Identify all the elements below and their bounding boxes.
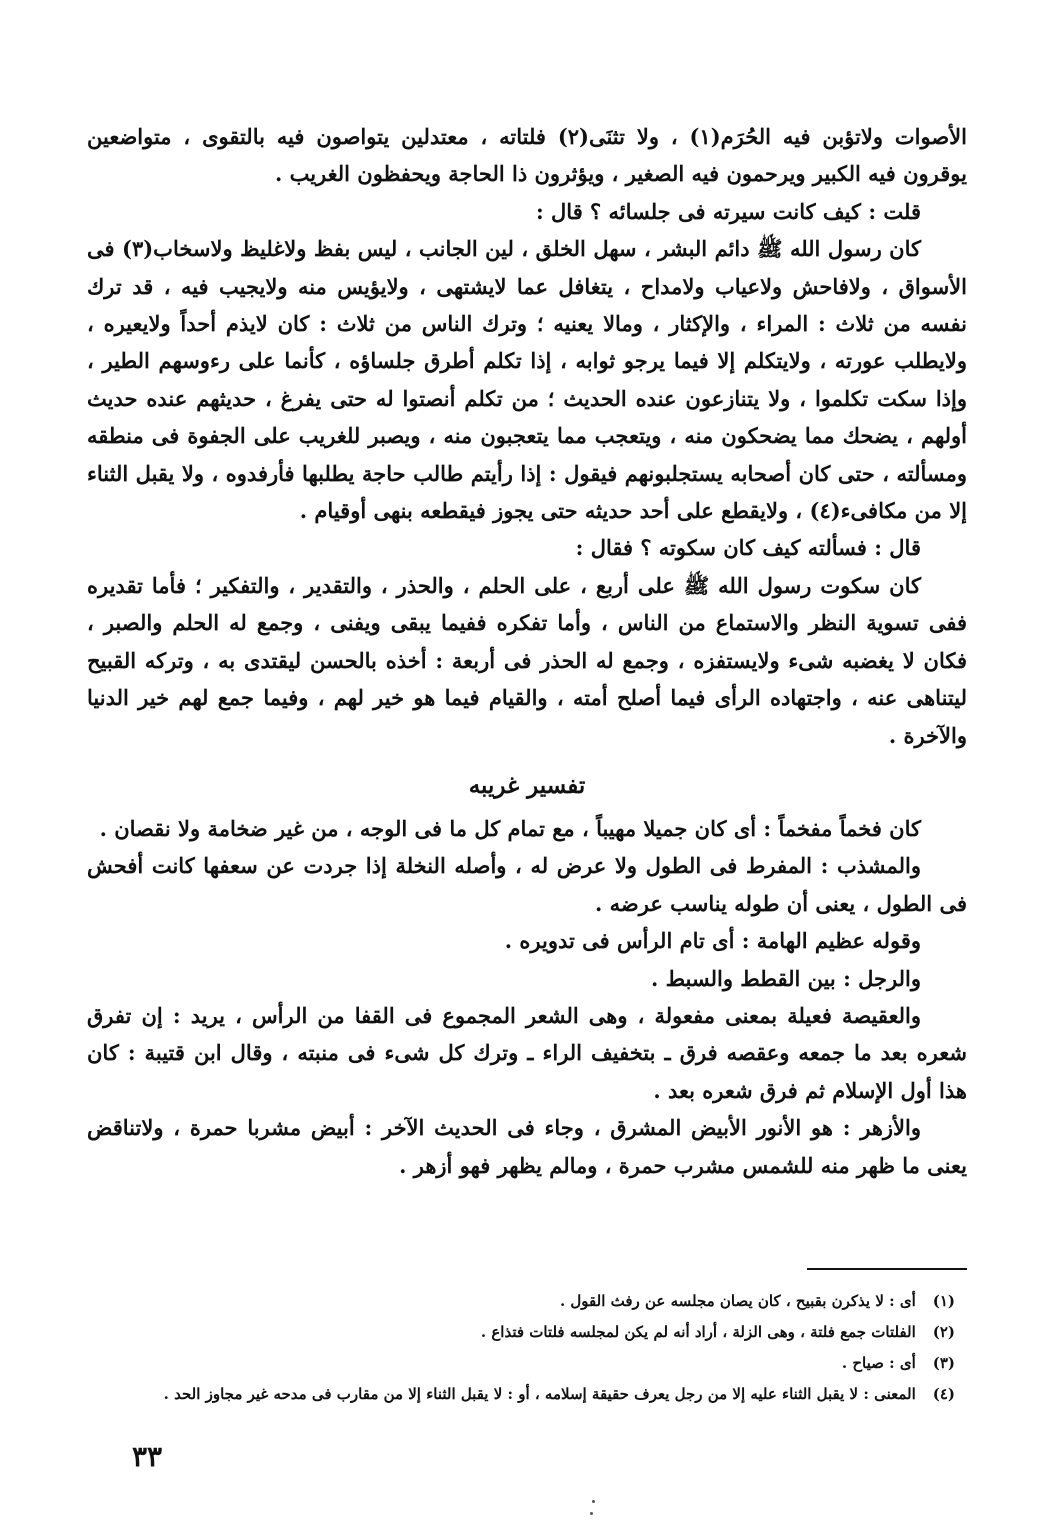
scan-speck <box>592 1500 595 1503</box>
paragraph-4-question: قال : فسألته كيف كان سكوته ؟ فقال : <box>575 535 921 561</box>
footnote-text: المعنى : لا يقبل الثناء عليه إلا من رجل يعرف حقيقة إسلامه ، أو : لا يقبل الثناء إلا من مقارب فى مدحه غير مجاوز الحد . <box>163 1385 916 1403</box>
footnote-3 <box>87 1348 955 1379</box>
footnote-1 <box>87 1286 955 1317</box>
footnote-4 <box>87 1379 955 1410</box>
paragraph-5: كان سكوت رسول الله ﷺ على أربع ، على الحلم ، والحذر ، والتقدير ، والتفكير ؛ فأما تقديره ففى تسوية النظر والاستماع من الناس ، وأما تفكره ففيما يبقى ويفنى ، وجمع له الحلم والصبر ، فكان لا يغضبه شىء ولايستفزه ، وجمع له الحذر فى أربعة : أخذه بالحسن ليقتدى به ، وتركه القبيح ليتناهى عنه ، واجتهاده الرأى فيما أصلح أمته ، والقيام فيما هو خير لهم ، وفيما جمع لهم خير الدنيا والآخرة . <box>87 572 967 748</box>
footnote-separator <box>807 1268 967 1270</box>
glossary-entry-3: وقوله عظيم الهامة : أى تام الرأس فى تدويره . <box>504 928 921 954</box>
main-text <box>87 118 967 1184</box>
footnote-text: أى : لا يذكرن بقبيح ، كان يصان مجلسه عن رفث القول . <box>559 1292 916 1310</box>
page-number: ٣٣ <box>132 1440 163 1473</box>
glossary-entry-5: والعقيصة فعيلة بمعنى مفعولة ، وهى الشعر المجموع فى القفا من الرأس ، يريد : إن تفرق شعره بعد ما جمعه وعقصه فرق ـ بتخفيف الراء ـ وترك كل شىء فى منبته ، وقال ابن قتيبة : كان هذا أول الإسلام ثم فرق شعره بعد . <box>87 1002 967 1103</box>
glossary-entry-1: كان فخماً مفخماً : أى كان جميلا مهيباً ، مع تمام كل ما فى الوجه ، من غير ضخامة ولا نقصان . <box>99 815 921 841</box>
footnote-text: الفلتات جمع فلتة ، وهى الزلة ، أراد أنه لم يكن لمجلسه فلتات فتذاع . <box>480 1323 916 1341</box>
footnote-number: (٤) <box>932 1385 955 1403</box>
glossary-entry-2: والمشذب : المفرط فى الطول ولا عرض له ، وأصله النخلة إذا جردت عن سعفها كانت أفحش فى الطول ، يعنى أن طوله يناسب عرضه . <box>87 853 967 916</box>
glossary-entry-4: والرجل : بين القطط والسبط . <box>650 965 921 991</box>
paragraph-1: الأصوات ولاتؤبن فيه الحُرَم(١) ، ولا تثنَى(٢) فلتاته ، معتدلين يتواصون فيه بالتقوى ، متواضعين يوقرون فيه الكبير ويرحمون فيه الصغير ، ويؤثرون ذا الحاجة ويحفظون الغريب . <box>87 124 967 187</box>
footnote-number: (٢) <box>932 1323 955 1341</box>
footnote-text: أى : صياح . <box>841 1354 916 1372</box>
paragraph-3: كان رسول الله ﷺ دائم البشر ، سهل الخلق ، لين الجانب ، ليس بفظ ولاغليظ ولاسخاب(٣) فى الأسواق ، ولافاحش ولاعياب ولامداح ، يتغافل عما لايشتهى ، ولايؤيس منه ولايجيب فيه ، قد ترك نفسه من ثلاث : المراء ، والإكثار ، ومالا يعنيه ؛ وترك الناس من ثلاث : كان لايذم أحداً ولايعيره ، ولايطلب عورته ، ولايتكلم إلا فيما يرجو ثوابه ، إذا تكلم أطرق جلساؤه ، كأنما على رءوسهم الطير ، وإذا سكت تكلموا ، ولا يتنازعون عنده الحديث ؛ من تكلم أنصتوا له حتى يفرغ ، حديثهم عنده حديث أولهم ، يضحك مما يضحكون منه ، ويتعجب مما يتعجبون منه ، ويصبر للغريب على الجفوة فى منطقه ومسألته ، حتى كان أصحابه يستجلبونهم فيقول : إذا رأيتم طالب حاجة يطلبها فأرفدوه ، ولا يقبل الثناء إلا من مكافىء(٤) ، ولايقطع على أحد حديثه حتى يجوز فيقطعه بنهى أوقيام . <box>87 236 967 524</box>
scan-speck <box>590 1512 593 1515</box>
footnote-number: (١) <box>932 1292 955 1310</box>
footnote-2 <box>87 1317 955 1348</box>
footnotes <box>87 1286 955 1410</box>
section-title: تفسير غريبه <box>468 771 586 799</box>
footnote-number: (٣) <box>932 1354 955 1372</box>
glossary-entry-6: والأزهر : هو الأنور الأبيض المشرق ، وجاء فى الحديث الآخر : أبيض مشربا حمرة ، ولاتناقض يعنى ما ظهر منه للشمس مشرب حمرة ، ومالم يظهر فهو أزهر . <box>87 1115 967 1178</box>
paragraph-2-question: قلت : كيف كانت سيرته فى جلسائه ؟ قال : <box>535 198 921 224</box>
